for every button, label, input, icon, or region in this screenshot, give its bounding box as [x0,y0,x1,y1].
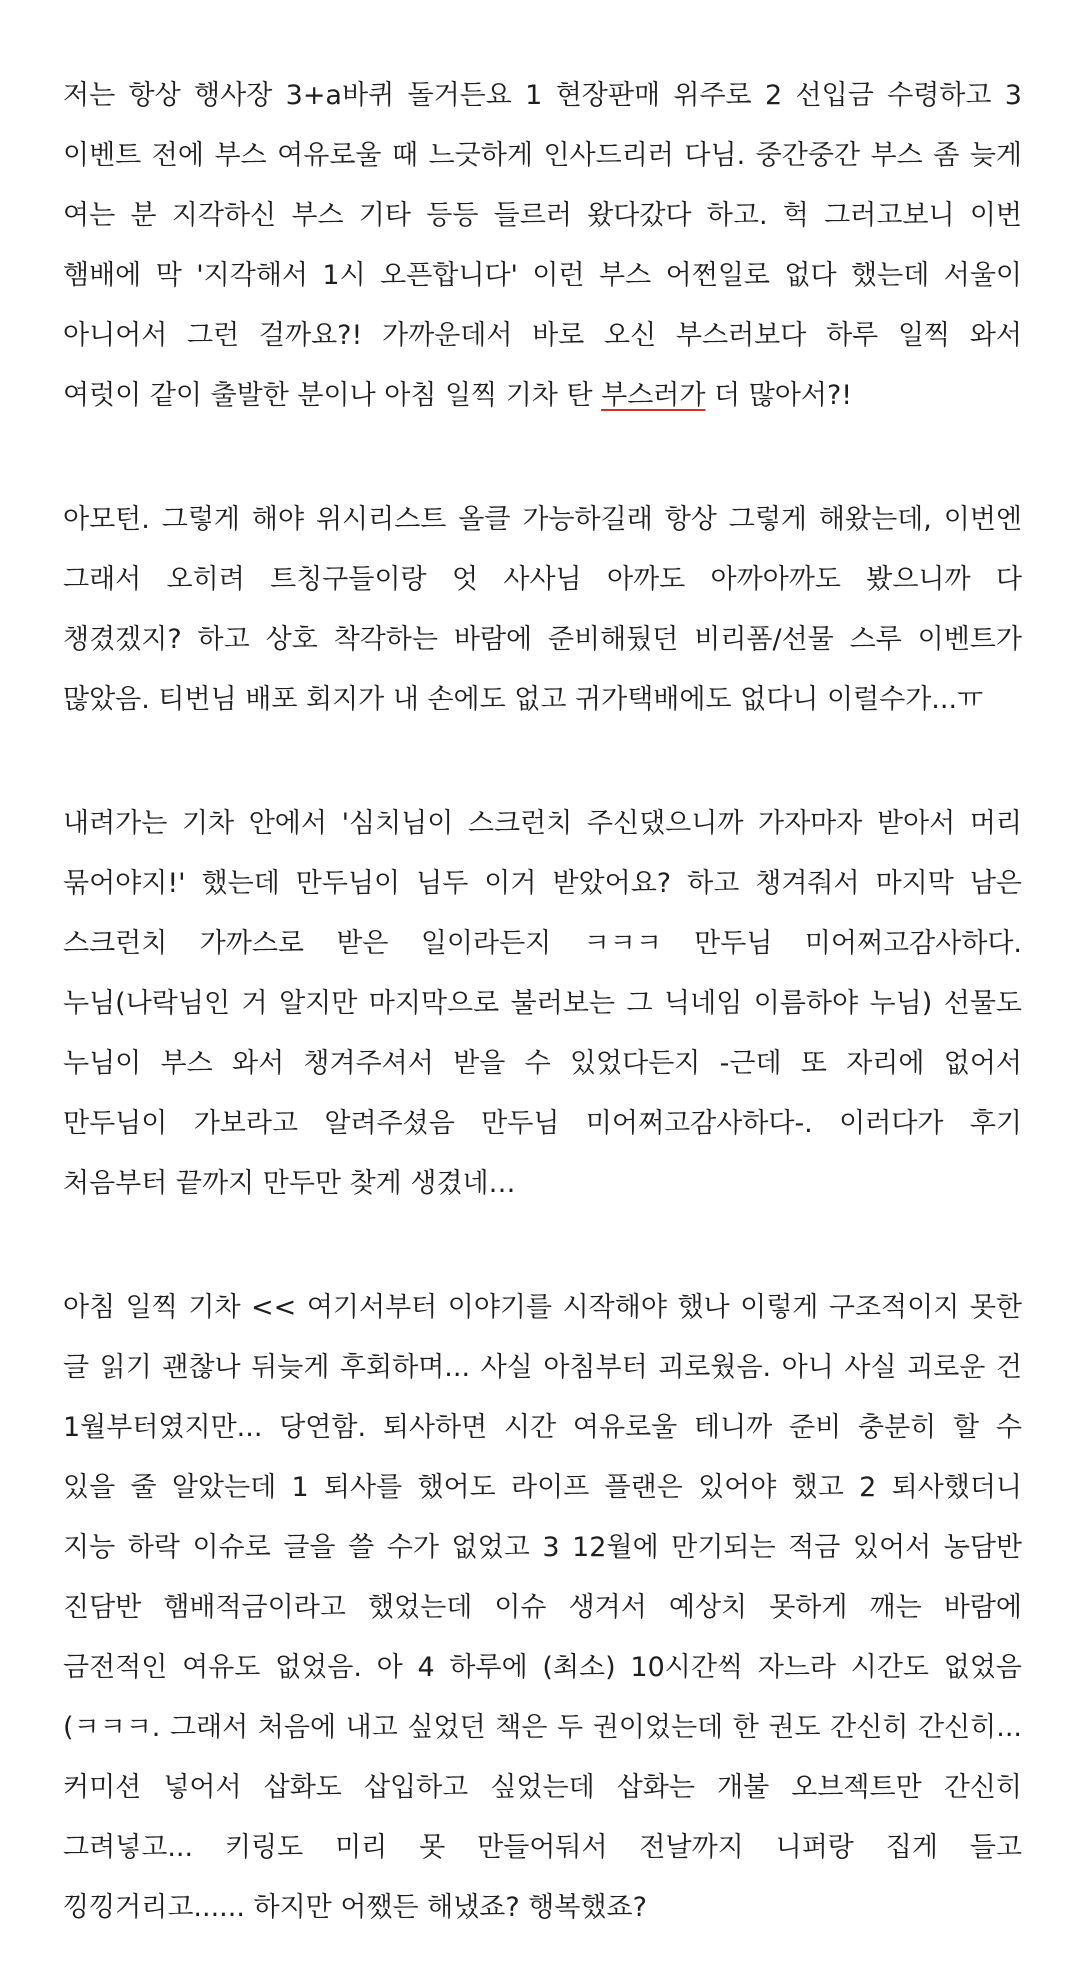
spellcheck-underlined-word: 부스러가 [601,380,706,411]
paragraph-1 [63,66,1022,426]
text-line: 아침 일찍 기차 << 여기서부터 이야기를 시작해야 했나 이렇게 구조적이지 못한 [63,1292,1022,1323]
text-line: 햄배에 막 '지각해서 1시 오픈합니다' 이런 부스 어쩐일로 없다 했는데 서울이 [63,260,1022,291]
text-line: 아모턴. 그렇게 해야 위시리스트 올클 가능하길래 항상 그렇게 해왔는데, 이번엔 [63,504,1022,535]
text-segment: 더 많아서?! [705,380,853,411]
text-line: 글 읽기 괜찮나 뒤늦게 후회하며... 사실 아침부터 괴로웠음. 아니 사실 괴로운 건 [63,1352,1022,1383]
text-line: 챙겼겠지? 하고 상호 착각하는 바람에 준비해뒀던 비리폼/선물 스루 이벤트가 [63,624,1022,655]
text-line: 많았음. 티번님 배포 회지가 내 손에도 없고 귀가택배에도 없다니 이럴수가...ㅠ [63,684,984,715]
text-line: 스크런치 가까스로 받은 일이라든지 ㅋㅋㅋ 만두님 미어쩌고감사하다. [63,928,1022,959]
text-segment: 여럿이 같이 출발한 분이나 아침 일찍 기차 탄 [63,380,602,411]
text-line: 저는 항상 행사장 3+a바퀴 돌거든요 1 현장판매 위주로 2 선입금 수령하고 3 [63,80,1022,111]
text-line: 지능 하락 이슈로 글을 쓸 수가 없었고 3 12월에 만기되는 적금 있어서 농담반 [63,1532,1022,1563]
text-line: 커미션 넣어서 삽화도 삽입하고 싶었는데 삽화는 개불 오브젝트만 간신히 [63,1772,1022,1803]
text-line: 그래서 오히려 트칭구들이랑 엇 사사님 아까도 아까아까도 봤으니까 다 [63,564,1022,595]
text-line: 그려넣고... 키링도 미리 못 만들어둬서 전날까지 니퍼랑 집게 들고 [63,1832,1022,1863]
text-line: 누님이 부스 와서 챙겨주셔서 받을 수 있었다든지 -근데 또 자리에 없어서 [63,1048,1022,1079]
text-line: (ㅋㅋㅋ. 그래서 처음에 내고 싶었던 책은 두 권이었는데 한 권도 간신히 간신히... [63,1712,1022,1743]
text-line: 낑낑거리고...... 하지만 어쨌든 해냈죠? 행복했죠? [63,1892,647,1923]
text-line: 누님(나락님인 거 알지만 마지막으로 불러보는 그 닉네임 이름하야 누님) 선물도 [63,988,1022,1019]
paragraph-4 [63,1278,1022,1938]
text-line: 진담반 햄배적금이라고 했었는데 이슈 생겨서 예상치 못하게 깨는 바람에 [63,1592,1022,1623]
text-line: 여는 분 지각하신 부스 기타 등등 들르러 왔다갔다 하고. 헉 그러고보니 이번 [63,200,1022,231]
text-line: 아니어서 그런 걸까요?! 가까운데서 바로 오신 부스러보다 하루 일찍 와서 [63,320,1022,351]
text-line: 금전적인 여유도 없었음. 아 4 하루에 (최소) 10시간씩 자느라 시간도 없었음 [63,1652,1022,1683]
text-line: 처음부터 끝까지 만두만 찾게 생겼네… [63,1168,516,1199]
text-line [63,366,1022,426]
paragraph-2 [63,490,1022,730]
text-line: 있을 줄 알았는데 1 퇴사를 했어도 라이프 플랜은 있어야 했고 2 퇴사했더니 [63,1472,1022,1503]
text-line: 만두님이 가보라고 알려주셨음 만두님 미어쩌고감사하다-. 이러다가 후기 [63,1108,1022,1139]
paragraph-3 [63,794,1022,1214]
text-line: 내려가는 기차 안에서 '심치님이 스크런치 주신댔으니까 가자마자 받아서 머리 [63,808,1022,839]
text-line: 이벤트 전에 부스 여유로울 때 느긋하게 인사드리러 다님. 중간중간 부스 좀 늦게 [63,140,1022,171]
text-line: 1월부터였지만... 당연함. 퇴사하면 시간 여유로울 테니까 준비 충분히 할 수 [63,1412,1022,1443]
text-line: 묶어야지!' 했는데 만두님이 님두 이거 받았어요? 하고 챙겨줘서 마지막 남은 [63,868,1022,899]
